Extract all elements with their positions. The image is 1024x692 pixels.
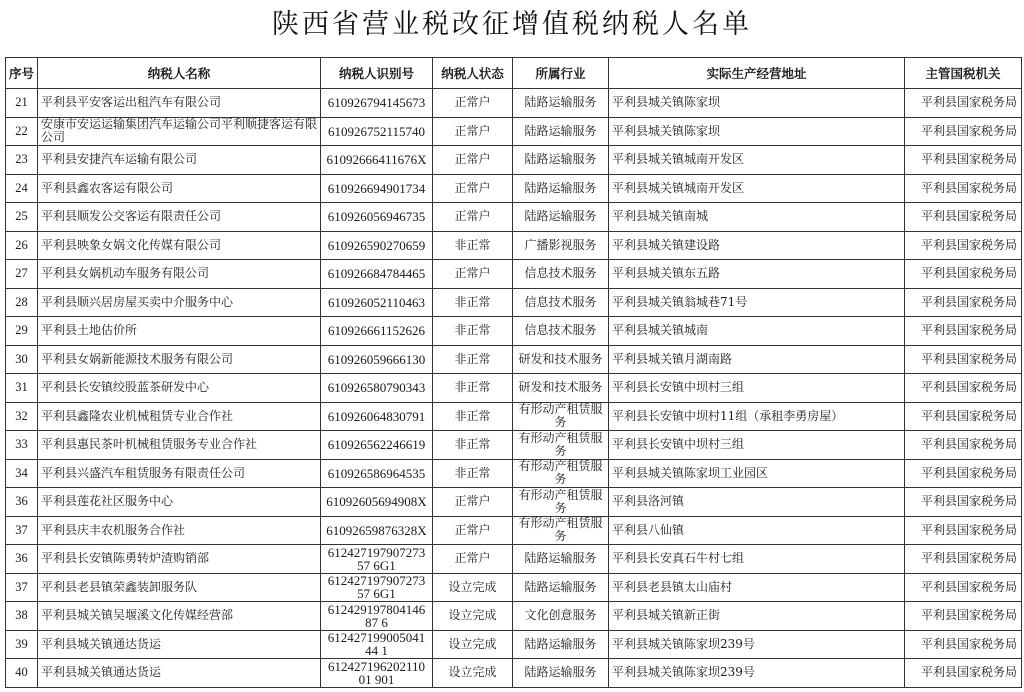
taxpayer-table	[5, 57, 1022, 688]
tax-office: 平利县国家税务局	[905, 89, 1022, 118]
header-address: 实际生产经营地址	[609, 58, 905, 89]
tax-office: 平利县国家税务局	[905, 545, 1022, 574]
taxpayer-id: 61242919780414687 6	[321, 602, 433, 631]
taxpayer-id: 610926056946735	[321, 203, 433, 232]
table-row	[6, 146, 1022, 175]
header-name: 纳税人名称	[38, 58, 321, 89]
business-address: 平利县长安镇中坝村11组（承租李勇房屋）	[609, 402, 905, 431]
header-industry: 所属行业	[513, 58, 609, 89]
table-row	[6, 288, 1022, 317]
industry: 广播影视服务	[513, 231, 609, 260]
taxpayer-name: 平利县长安镇陈勇转炉渣购销部	[38, 545, 321, 574]
business-address: 平利县城关镇城南	[609, 317, 905, 346]
taxpayer-name: 平利县莲花社区服务中心	[38, 488, 321, 517]
taxpayer-status: 正常户	[433, 488, 513, 517]
business-address: 平利县城关镇陈家坝	[609, 89, 905, 118]
taxpayer-status: 设立完成	[433, 573, 513, 602]
tax-office: 平利县国家税务局	[905, 402, 1022, 431]
taxpayer-status: 设立完成	[433, 630, 513, 659]
row-number: 40	[6, 659, 38, 688]
taxpayer-id: 610926562246619	[321, 431, 433, 460]
row-number: 25	[6, 203, 38, 232]
table-row	[6, 459, 1022, 488]
taxpayer-status: 设立完成	[433, 659, 513, 688]
taxpayer-status: 正常户	[433, 260, 513, 289]
taxpayer-name: 平利县庆丰农机服务合作社	[38, 516, 321, 545]
tax-office: 平利县国家税务局	[905, 659, 1022, 688]
taxpayer-id: 610926794145673	[321, 89, 433, 118]
business-address: 平利县城关镇建设路	[609, 231, 905, 260]
taxpayer-name: 平利县老县镇荣鑫装卸服务队	[38, 573, 321, 602]
tax-office: 平利县国家税务局	[905, 602, 1022, 631]
tax-office: 平利县国家税务局	[905, 317, 1022, 346]
business-address: 平利县城关镇南城	[609, 203, 905, 232]
industry: 信息技术服务	[513, 288, 609, 317]
taxpayer-status: 非正常	[433, 345, 513, 374]
header-id: 纳税人识别号	[321, 58, 433, 89]
table-row	[6, 345, 1022, 374]
business-address: 平利县城关镇陈家坝	[609, 117, 905, 146]
taxpayer-name: 平利县城关镇通达货运	[38, 659, 321, 688]
industry: 有形动产租赁服务	[513, 459, 609, 488]
industry: 陆路运输服务	[513, 630, 609, 659]
tax-office: 平利县国家税务局	[905, 203, 1022, 232]
taxpayer-id: 610926064830791	[321, 402, 433, 431]
row-number: 30	[6, 345, 38, 374]
taxpayer-name: 平利县长安镇绞股蓝茶研发中心	[38, 374, 321, 403]
business-address: 平利县城关镇陈家坝239号	[609, 630, 905, 659]
taxpayer-name: 安康市安运运输集团汽车运输公司平利顺捷客运有限公司	[38, 117, 321, 146]
table-row	[6, 402, 1022, 431]
tax-office: 平利县国家税务局	[905, 117, 1022, 146]
row-number: 27	[6, 260, 38, 289]
tax-office: 平利县国家税务局	[905, 260, 1022, 289]
business-address: 平利县老县镇太山庙村	[609, 573, 905, 602]
taxpayer-status: 正常户	[433, 146, 513, 175]
business-address: 平利县八仙镇	[609, 516, 905, 545]
row-number: 37	[6, 573, 38, 602]
taxpayer-id: 610926684784465	[321, 260, 433, 289]
taxpayer-status: 正常户	[433, 89, 513, 118]
taxpayer-id: 610926752115740	[321, 117, 433, 146]
row-number: 32	[6, 402, 38, 431]
row-number: 37	[6, 516, 38, 545]
tax-office: 平利县国家税务局	[905, 231, 1022, 260]
table-row	[6, 260, 1022, 289]
tax-office: 平利县国家税务局	[905, 459, 1022, 488]
tax-office: 平利县国家税务局	[905, 345, 1022, 374]
taxpayer-id: 61242719900504144 1	[321, 630, 433, 659]
business-address: 平利县城关镇新正街	[609, 602, 905, 631]
taxpayer-status: 非正常	[433, 317, 513, 346]
taxpayer-status: 非正常	[433, 288, 513, 317]
taxpayer-status: 正常户	[433, 117, 513, 146]
taxpayer-id: 610926694901734	[321, 174, 433, 203]
industry: 研发和技术服务	[513, 374, 609, 403]
industry: 陆路运输服务	[513, 174, 609, 203]
row-number: 26	[6, 231, 38, 260]
taxpayer-id: 61242719620211001 901	[321, 659, 433, 688]
taxpayer-status: 正常户	[433, 516, 513, 545]
taxpayer-name: 平利县城关镇通达货运	[38, 630, 321, 659]
taxpayer-id: 61242719790727357 6G1	[321, 573, 433, 602]
table-row	[6, 231, 1022, 260]
industry: 研发和技术服务	[513, 345, 609, 374]
table-row	[6, 117, 1022, 146]
table-row	[6, 545, 1022, 574]
row-number: 39	[6, 630, 38, 659]
taxpayer-id: 61092659876328X	[321, 516, 433, 545]
row-number: 22	[6, 117, 38, 146]
taxpayer-name: 平利县城关镇吴堰溪文化传媒经营部	[38, 602, 321, 631]
row-number: 36	[6, 488, 38, 517]
table-row	[6, 516, 1022, 545]
taxpayer-name: 平利县女娲机动车服务有限公司	[38, 260, 321, 289]
table-row	[6, 630, 1022, 659]
taxpayer-status: 非正常	[433, 374, 513, 403]
tax-office: 平利县国家税务局	[905, 146, 1022, 175]
taxpayer-id: 610926052110463	[321, 288, 433, 317]
table-row	[6, 488, 1022, 517]
tax-office: 平利县国家税务局	[905, 374, 1022, 403]
page-title: 陕西省营业税改征增值税纳税人名单	[272, 9, 752, 40]
taxpayer-name: 平利县顺发公交客运有限责任公司	[38, 203, 321, 232]
industry: 陆路运输服务	[513, 545, 609, 574]
business-address: 平利县城关镇城南开发区	[609, 174, 905, 203]
taxpayer-id: 61092605694908X	[321, 488, 433, 517]
taxpayer-id: 610926590270659	[321, 231, 433, 260]
taxpayer-name: 平利县鑫隆农业机械租赁专业合作社	[38, 402, 321, 431]
business-address: 平利县城关镇城南开发区	[609, 146, 905, 175]
taxpayer-status: 正常户	[433, 545, 513, 574]
taxpayer-status: 设立完成	[433, 602, 513, 631]
row-number: 21	[6, 89, 38, 118]
business-address: 平利县城关镇陈家坝工业园区	[609, 459, 905, 488]
industry: 有形动产租赁服务	[513, 431, 609, 460]
industry: 陆路运输服务	[513, 203, 609, 232]
industry: 信息技术服务	[513, 260, 609, 289]
row-number: 24	[6, 174, 38, 203]
taxpayer-name: 平利县鑫农客运有限公司	[38, 174, 321, 203]
table-row	[6, 203, 1022, 232]
table-row	[6, 174, 1022, 203]
industry: 信息技术服务	[513, 317, 609, 346]
taxpayer-name: 平利县土地估价所	[38, 317, 321, 346]
taxpayer-id: 610926059666130	[321, 345, 433, 374]
row-number: 34	[6, 459, 38, 488]
industry: 文化创意服务	[513, 602, 609, 631]
taxpayer-status: 非正常	[433, 231, 513, 260]
row-number: 29	[6, 317, 38, 346]
table-row	[6, 89, 1022, 118]
row-number: 38	[6, 602, 38, 631]
industry: 陆路运输服务	[513, 117, 609, 146]
tax-office: 平利县国家税务局	[905, 431, 1022, 460]
table-row	[6, 374, 1022, 403]
business-address: 平利县长安真石牛村七组	[609, 545, 905, 574]
taxpayer-id: 610926661152626	[321, 317, 433, 346]
business-address: 平利县城关镇陈家坝239号	[609, 659, 905, 688]
row-number: 23	[6, 146, 38, 175]
taxpayer-name: 平利县安捷汽车运输有限公司	[38, 146, 321, 175]
header-row	[6, 58, 1022, 89]
taxpayer-id: 61092666411676X	[321, 146, 433, 175]
taxpayer-name: 平利县惠民茶叶机械租赁服务专业合作社	[38, 431, 321, 460]
business-address: 平利县长安镇中坝村三组	[609, 374, 905, 403]
row-number: 36	[6, 545, 38, 574]
header-no: 序号	[6, 58, 38, 89]
taxpayer-id: 610926586964535	[321, 459, 433, 488]
row-number: 31	[6, 374, 38, 403]
taxpayer-status: 非正常	[433, 459, 513, 488]
industry: 有形动产租赁服务	[513, 402, 609, 431]
taxpayer-name: 平利县映象女娲文化传媒有限公司	[38, 231, 321, 260]
table-row	[6, 602, 1022, 631]
business-address: 平利县城关镇东五路	[609, 260, 905, 289]
industry: 有形动产租赁服务	[513, 488, 609, 517]
tax-office: 平利县国家税务局	[905, 174, 1022, 203]
taxpayer-status: 非正常	[433, 431, 513, 460]
taxpayer-name: 平利县兴盛汽车租赁服务有限责任公司	[38, 459, 321, 488]
industry: 陆路运输服务	[513, 146, 609, 175]
table-row	[6, 431, 1022, 460]
taxpayer-id: 610926580790343	[321, 374, 433, 403]
taxpayer-status: 非正常	[433, 402, 513, 431]
table-row	[6, 659, 1022, 688]
taxpayer-name: 平利县女娲新能源技术服务有限公司	[38, 345, 321, 374]
taxpayer-status: 正常户	[433, 203, 513, 232]
table-row	[6, 573, 1022, 602]
taxpayer-status: 正常户	[433, 174, 513, 203]
tax-office: 平利县国家税务局	[905, 516, 1022, 545]
business-address: 平利县城关镇翁城巷71号	[609, 288, 905, 317]
taxpayer-id: 61242719790727357 6G1	[321, 545, 433, 574]
row-number: 33	[6, 431, 38, 460]
industry: 陆路运输服务	[513, 659, 609, 688]
business-address: 平利县长安镇中坝村三组	[609, 431, 905, 460]
taxpayer-name: 平利县顺兴居房屋买卖中介服务中心	[38, 288, 321, 317]
header-office: 主管国税机关	[905, 58, 1022, 89]
industry: 有形动产租赁服务	[513, 516, 609, 545]
table-row	[6, 317, 1022, 346]
business-address: 平利县城关镇月湖南路	[609, 345, 905, 374]
row-number: 28	[6, 288, 38, 317]
tax-office: 平利县国家税务局	[905, 288, 1022, 317]
industry: 陆路运输服务	[513, 89, 609, 118]
taxpayer-name: 平利县平安客运出租汽车有限公司	[38, 89, 321, 118]
header-status: 纳税人状态	[433, 58, 513, 89]
tax-office: 平利县国家税务局	[905, 630, 1022, 659]
tax-office: 平利县国家税务局	[905, 488, 1022, 517]
tax-office: 平利县国家税务局	[905, 573, 1022, 602]
business-address: 平利县洛河镇	[609, 488, 905, 517]
industry: 陆路运输服务	[513, 573, 609, 602]
